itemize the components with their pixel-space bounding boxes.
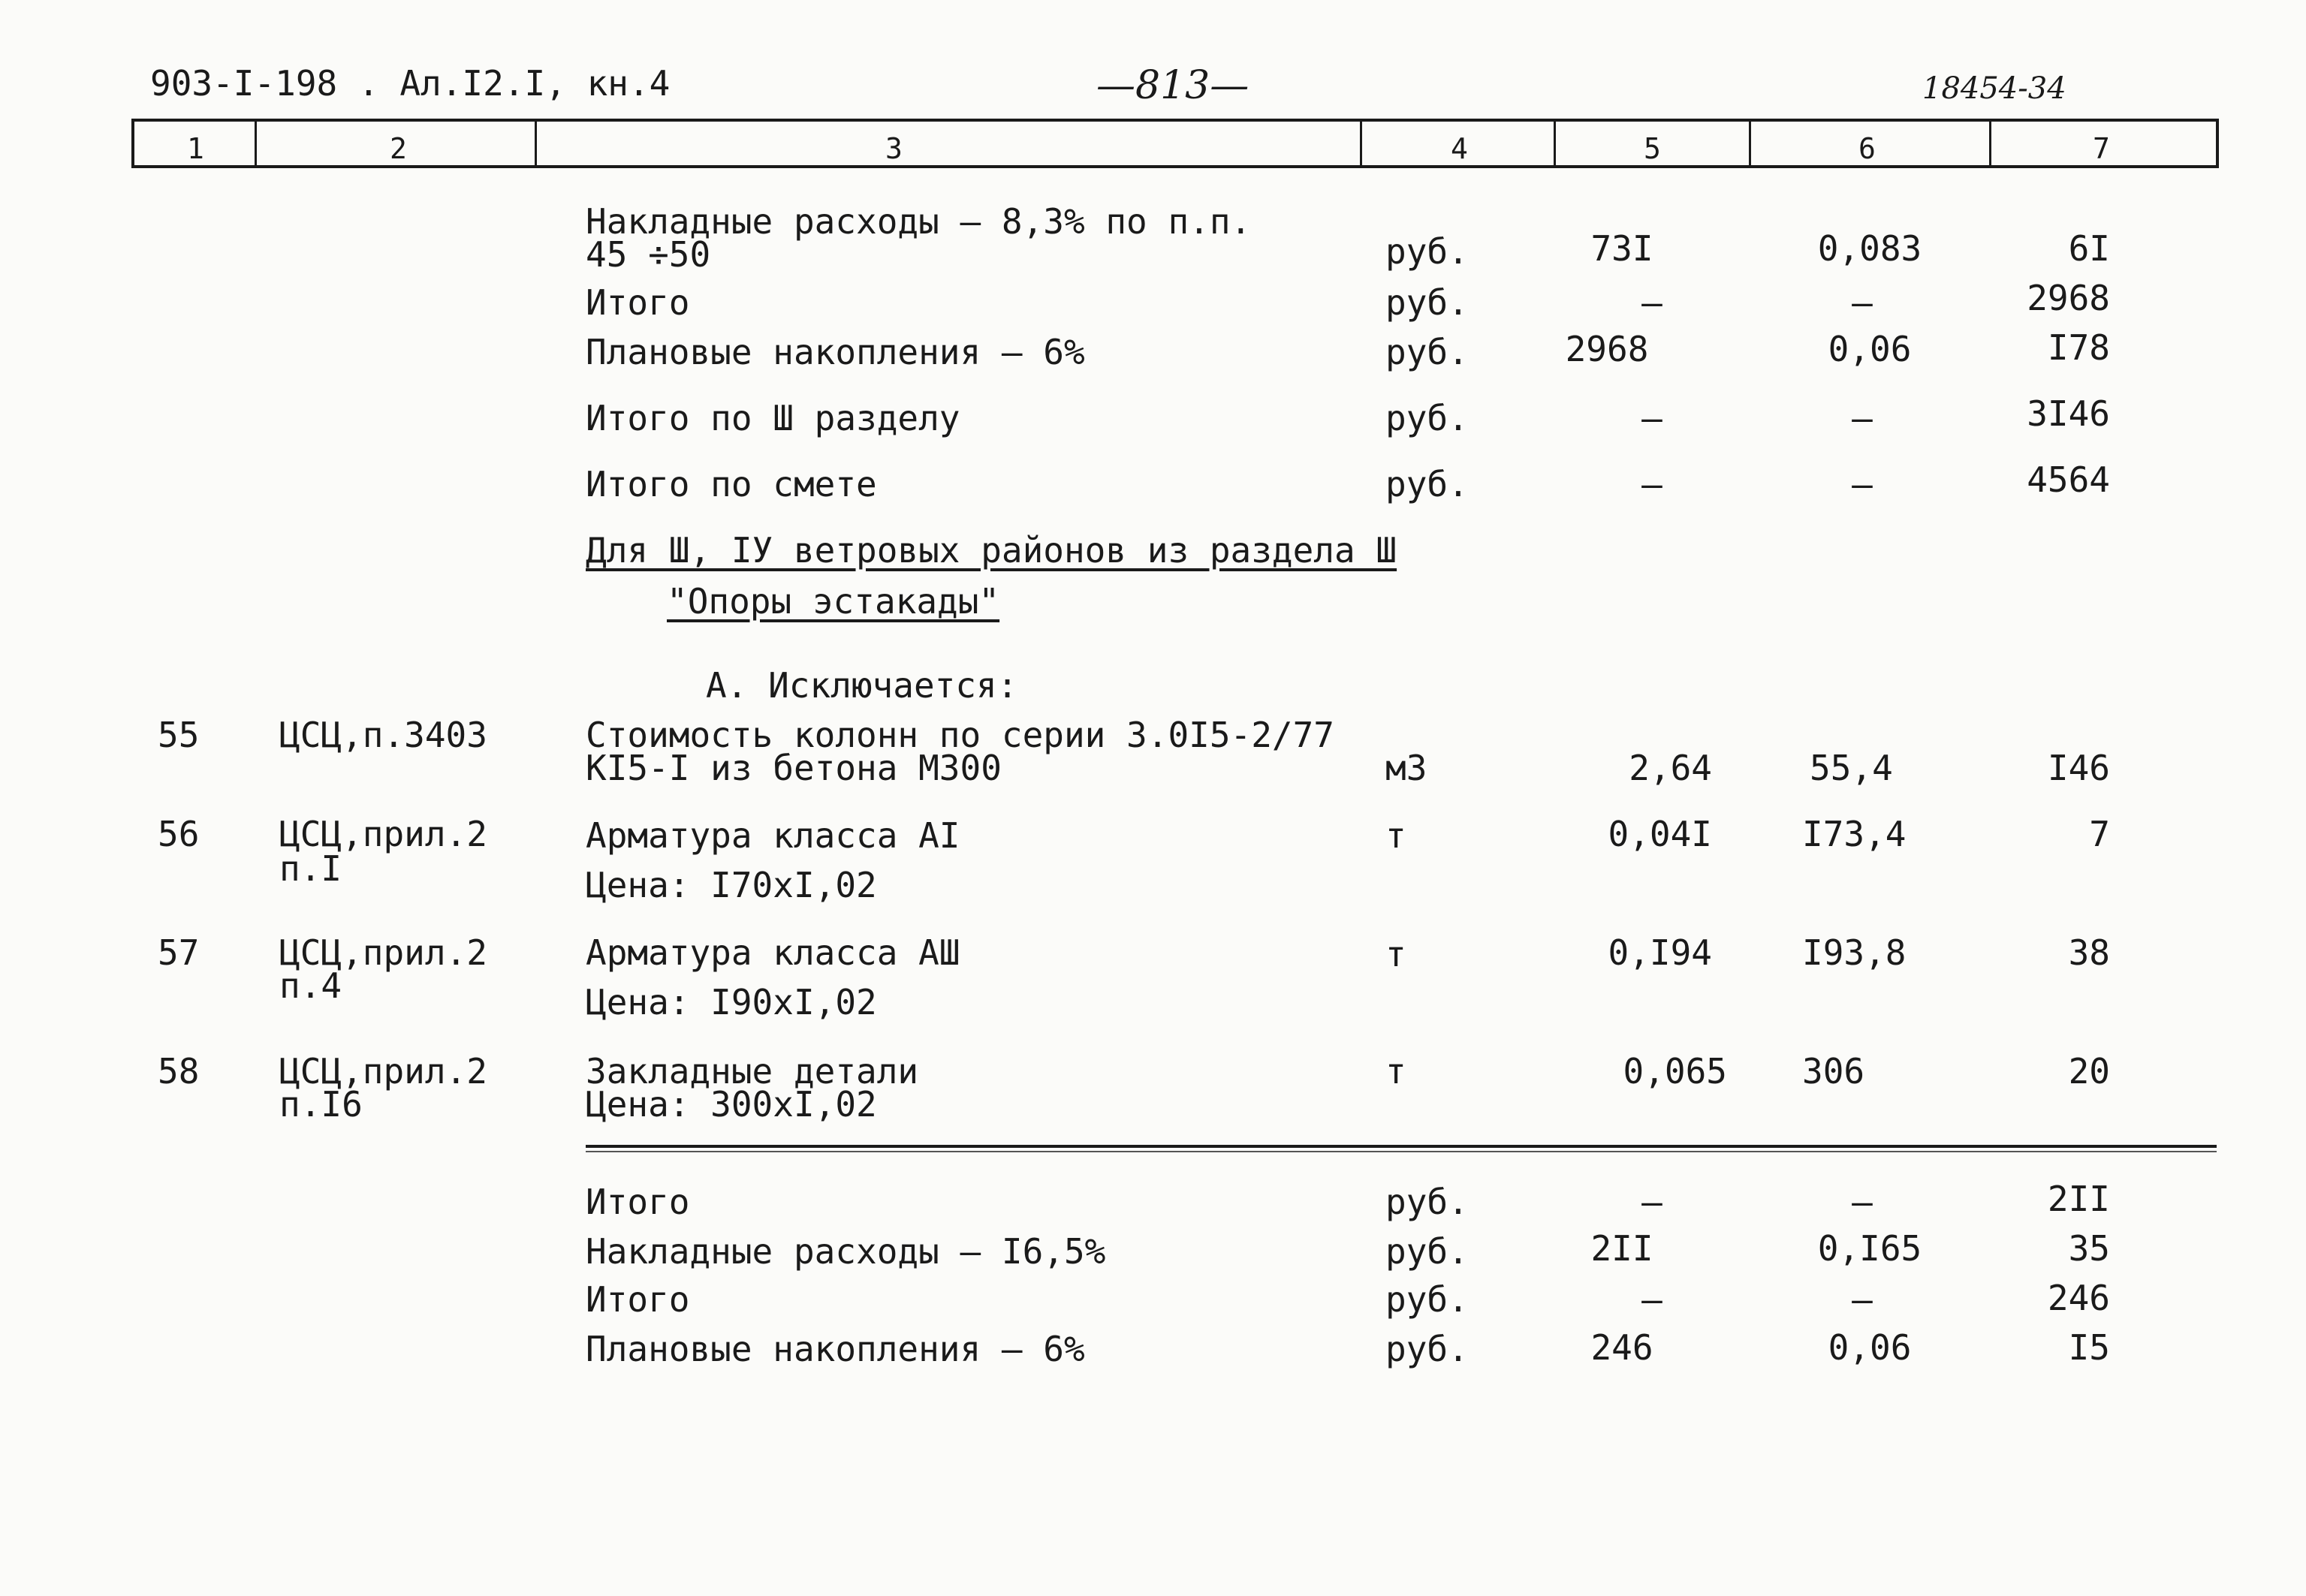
- item-quantity: 2,64: [1629, 748, 1712, 788]
- item-reference-cont: п.4: [279, 965, 342, 1006]
- row-rate: 0,06: [1828, 329, 1912, 369]
- item-price-formula: Цена: 300хI,02: [586, 1084, 877, 1125]
- row-description: Накладные расходы — 8,3% по п.п.: [586, 201, 1252, 242]
- item-description: Арматура класса АI: [586, 815, 960, 856]
- row-unit: руб.: [1385, 464, 1469, 504]
- row-total: 2II: [2047, 1179, 2110, 1219]
- column-divider: [1554, 122, 1556, 165]
- row-total: I78: [2047, 327, 2110, 368]
- row-description: Итого по смете: [586, 464, 877, 504]
- item-description-cont: КI5-I из бетона М300: [586, 748, 1002, 788]
- row-rate: —: [1852, 464, 1873, 504]
- item-total: 20: [2068, 1051, 2110, 1092]
- item-price-formula: Цена: I90хI,02: [586, 982, 877, 1022]
- item-reference-cont: п.I: [279, 848, 342, 889]
- row-rate: 0,I65: [1817, 1228, 1922, 1269]
- row-quantity: —: [1641, 464, 1662, 504]
- row-unit: руб.: [1385, 1329, 1469, 1369]
- row-description: Плановые накопления — 6%: [586, 332, 1085, 372]
- item-quantity: 0,065: [1623, 1051, 1727, 1092]
- row-unit: руб.: [1385, 282, 1469, 323]
- row-description: Плановые накопления — 6%: [586, 1329, 1085, 1369]
- row-description: Итого по Ш разделу: [586, 398, 960, 438]
- row-total: 3I46: [2027, 393, 2110, 434]
- row-description: Накладные расходы — I6,5%: [586, 1231, 1106, 1272]
- item-total: 38: [2068, 932, 2110, 973]
- item-quantity: 0,I94: [1608, 932, 1712, 973]
- column-divider: [1749, 122, 1751, 165]
- row-rate: —: [1852, 1182, 1873, 1222]
- row-rate: —: [1852, 1279, 1873, 1320]
- column-header-6: 6: [1858, 132, 1876, 165]
- item-total: 7: [2089, 814, 2110, 854]
- item-price: I93,8: [1802, 932, 1907, 973]
- row-total: 2968: [2027, 278, 2110, 318]
- item-description: Арматура класса АШ: [586, 932, 960, 973]
- item-number: 56: [158, 814, 200, 854]
- column-divider: [1360, 122, 1362, 165]
- totals-separator-thin: [586, 1151, 2217, 1152]
- item-reference: ЦСЦ,прил.2: [279, 814, 487, 854]
- item-reference: ЦСЦ,прил.2: [279, 932, 487, 973]
- row-quantity: 246: [1590, 1327, 1653, 1368]
- row-total: 6I: [2068, 228, 2110, 269]
- item-reference: ЦСЦ,прил.2: [279, 1051, 487, 1092]
- item-number: 58: [158, 1051, 200, 1092]
- row-rate: —: [1852, 398, 1873, 438]
- item-description: Стоимость колонн по серии 3.0I5-2/77: [586, 715, 1334, 755]
- section-subtitle: А. Исключается:: [706, 665, 1018, 706]
- section-title: Для Ш, IУ ветровых районов из раздела Ш: [586, 530, 1397, 571]
- row-description: Итого: [586, 1182, 690, 1222]
- item-price: 306: [1802, 1051, 1865, 1092]
- row-quantity: —: [1641, 282, 1662, 323]
- column-header-4: 4: [1451, 132, 1468, 165]
- column-header-7: 7: [2093, 132, 2110, 165]
- row-rate: —: [1852, 282, 1873, 323]
- row-total: 246: [2047, 1278, 2110, 1318]
- document-reference: 903-I-198 . Ал.I2.I, кн.4: [150, 63, 671, 104]
- row-description: Итого: [586, 1279, 690, 1320]
- item-reference-cont: п.I6: [279, 1084, 363, 1125]
- row-description: Итого: [586, 282, 690, 323]
- row-quantity: —: [1641, 1182, 1662, 1222]
- item-unit: т: [1385, 934, 1406, 974]
- section-title-quoted: "Опоры эстакады": [667, 581, 1000, 622]
- row-description-cont: 45 ÷50: [586, 234, 711, 275]
- row-quantity: 73I: [1590, 228, 1653, 269]
- column-header-3: 3: [885, 132, 903, 165]
- archive-number: 18454-34: [1922, 71, 2066, 106]
- item-unit: м3: [1385, 748, 1427, 788]
- item-number: 57: [158, 932, 200, 973]
- column-divider: [1989, 122, 1991, 165]
- row-total: I5: [2068, 1327, 2110, 1368]
- item-reference: ЦСЦ,п.3403: [279, 715, 487, 755]
- item-number: 55: [158, 715, 200, 755]
- item-price-formula: Цена: I70хI,02: [586, 865, 877, 905]
- item-unit: т: [1385, 815, 1406, 856]
- row-unit: руб.: [1385, 398, 1469, 438]
- row-unit: руб.: [1385, 1231, 1469, 1272]
- totals-separator: [586, 1145, 2217, 1148]
- row-unit: руб.: [1385, 1279, 1469, 1320]
- row-quantity: 2968: [1565, 329, 1649, 369]
- item-unit: т: [1385, 1051, 1406, 1092]
- page-number: —813—: [1096, 63, 1249, 108]
- row-quantity: —: [1641, 398, 1662, 438]
- row-unit: руб.: [1385, 1182, 1469, 1222]
- row-rate: 0,06: [1828, 1327, 1912, 1368]
- row-rate: 0,083: [1817, 228, 1922, 269]
- item-total: I46: [2047, 748, 2110, 788]
- row-unit: руб.: [1385, 231, 1469, 272]
- column-header-1: 1: [187, 132, 204, 165]
- column-divider: [535, 122, 537, 165]
- column-header-5: 5: [1644, 132, 1661, 165]
- item-description: Закладные детали: [586, 1051, 919, 1092]
- item-price: 55,4: [1810, 748, 1893, 788]
- row-quantity: 2II: [1590, 1228, 1653, 1269]
- column-header-2: 2: [390, 132, 407, 165]
- item-price: I73,4: [1802, 814, 1907, 854]
- column-header-row: [131, 119, 2219, 168]
- column-divider: [255, 122, 257, 165]
- row-total: 35: [2068, 1228, 2110, 1269]
- row-quantity: —: [1641, 1279, 1662, 1320]
- item-quantity: 0,04I: [1608, 814, 1712, 854]
- row-unit: руб.: [1385, 332, 1469, 372]
- row-total: 4564: [2027, 459, 2110, 500]
